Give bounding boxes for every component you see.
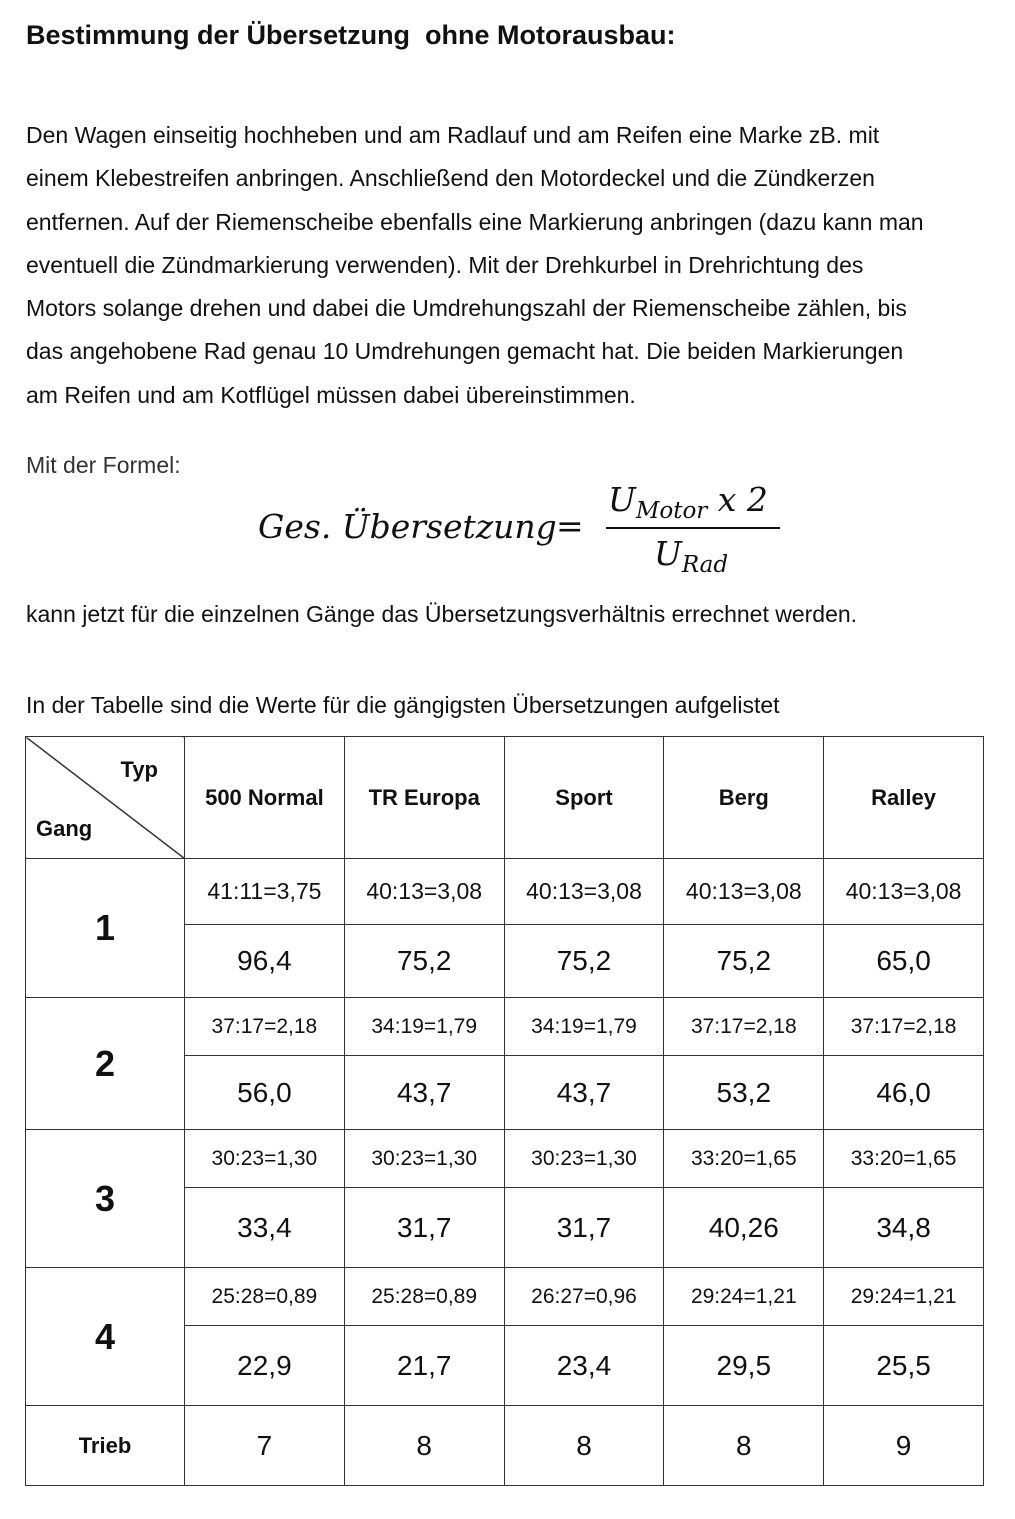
value-cell: 31,7 [504,1188,664,1268]
gear-number: 2 [26,998,185,1130]
table-row [26,859,984,925]
value-cell: 21,7 [344,1326,504,1406]
table-row [26,1268,984,1326]
value-cell: 23,4 [504,1326,664,1406]
trieb-cell: 9 [824,1406,984,1486]
value-cell: 43,7 [504,1056,664,1130]
ratio-cell: 30:23=1,30 [344,1130,504,1188]
value-cell: 22,9 [185,1326,345,1406]
num-base: U [608,480,636,519]
value-cell: 56,0 [185,1056,345,1130]
column-header: Sport [504,737,664,859]
ratio-cell: 40:13=3,08 [504,859,664,925]
ratio-cell: 25:28=0,89 [344,1268,504,1326]
value-cell: 31,7 [344,1188,504,1268]
corner-typ-label: Typ [120,757,158,782]
paragraph-line: am Reifen und am Kotflügel müssen dabei übereinstimmen. [26,381,636,408]
ratio-cell: 40:13=3,08 [824,859,984,925]
value-cell: 43,7 [344,1056,504,1130]
corner-gang-label: Gang [36,816,93,841]
table-row [26,998,984,1056]
ratio-cell: 33:20=1,65 [824,1130,984,1188]
value-cell: 96,4 [185,925,345,998]
value-cell: 46,0 [824,1056,984,1130]
instructions-paragraph [26,114,1011,417]
ratio-cell: 41:11=3,75 [185,859,345,925]
table-caption: In der Tabelle sind die Werte für die gängigsten Übersetzungen aufgelistet [26,692,780,718]
paragraph-line: das angehobene Rad genau 10 Umdrehungen gemacht hat. Die beiden Markierungen [26,338,904,365]
gear-number: 3 [26,1130,185,1268]
page-title: Bestimmung der Übersetzung ohne Motorausbau: [26,20,676,50]
corner-cell [26,737,185,859]
value-cell: 25,5 [824,1326,984,1406]
value-cell: 33,4 [185,1188,345,1268]
ratio-cell: 34:19=1,79 [504,998,664,1056]
ratio-cell: 26:27=0,96 [504,1268,664,1326]
trieb-label: Trieb [26,1406,185,1486]
ratio-cell: 34:19=1,79 [344,998,504,1056]
ratio-cell: 37:17=2,18 [824,998,984,1056]
value-cell: 75,2 [344,925,504,998]
trieb-row [26,1406,984,1486]
ratio-cell: 30:23=1,30 [504,1130,664,1188]
paragraph-line: entfernen. Auf der Riemenscheibe ebenfalls eine Markierung anbringen (dazu kann man [26,208,924,235]
column-header: 500 Normal [185,737,345,859]
value-cell: 34,8 [824,1188,984,1268]
ratio-cell: 40:13=3,08 [344,859,504,925]
trieb-cell: 7 [185,1406,345,1486]
trieb-cell: 8 [344,1406,504,1486]
gear-ratio-table [25,736,984,1486]
gear-number: 4 [26,1268,185,1406]
ratio-cell: 37:17=2,18 [185,998,345,1056]
ratio-cell: 37:17=2,18 [664,998,824,1056]
column-header: Ralley [824,737,984,859]
formula-denominator [654,534,728,578]
ratio-cell: 40:13=3,08 [664,859,824,925]
den-base: U [654,534,682,573]
value-cell: 40,26 [664,1188,824,1268]
formula-lhs: Ges. Übersetzung [258,507,557,546]
ratio-cell: 33:20=1,65 [664,1130,824,1188]
ratio-cell: 29:24=1,21 [824,1268,984,1326]
gear-number: 1 [26,859,185,998]
value-cell: 75,2 [504,925,664,998]
paragraph-line: eventuell die Zündmarkierung verwenden). Mit der Drehkurbel in Drehrichtung des [26,251,864,278]
column-header: Berg [664,737,824,859]
num-tail: x 2 [707,480,768,519]
value-cell: 75,2 [664,925,824,998]
formula-equals: = [556,506,584,545]
ratio-cell: 30:23=1,30 [185,1130,345,1188]
paragraph-line: Motors solange drehen und dabei die Umdrehungszahl der Riemenscheibe zählen, bis [26,295,907,322]
ratio-cell: 29:24=1,21 [664,1268,824,1326]
fraction-bar [606,527,780,529]
paragraph-line: einem Klebestreifen anbringen. Anschließend den Motordeckel und die Zündkerzen [26,165,875,192]
ratio-cell: 25:28=0,89 [185,1268,345,1326]
formula-intro: Mit der Formel: [26,452,181,478]
table-header-row [26,737,984,859]
value-cell: 29,5 [664,1326,824,1406]
formula-explanation: kann jetzt für die einzelnen Gänge das Übersetzungsverhältnis errechnet werden. [26,601,858,627]
value-cell: 65,0 [824,925,984,998]
trieb-cell: 8 [504,1406,664,1486]
trieb-cell: 8 [664,1406,824,1486]
column-header: TR Europa [344,737,504,859]
den-subscript: Rad [681,552,729,578]
formula-numerator [608,480,768,524]
paragraph-line: Den Wagen einseitig hochheben und am Radlauf und am Reifen eine Marke zB. mit [26,122,880,148]
num-subscript: Motor [635,498,708,524]
value-cell: 53,2 [664,1056,824,1130]
table-row [26,1130,984,1188]
